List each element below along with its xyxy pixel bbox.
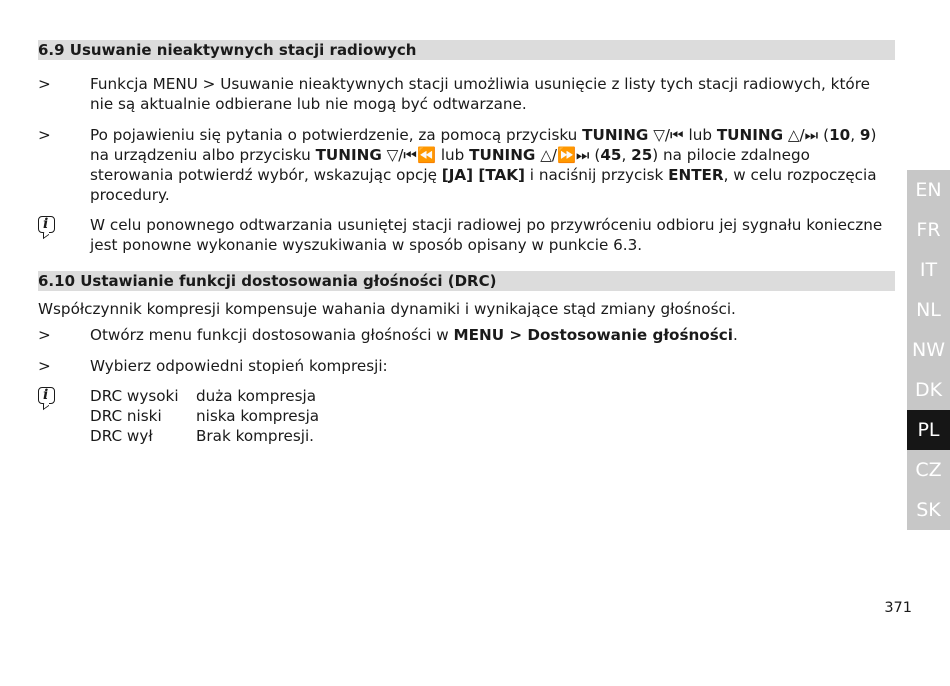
drc-option-desc: Brak kompresji. (196, 427, 315, 445)
lang-tab-dk[interactable]: DK (907, 370, 950, 410)
lang-tab-fr[interactable]: FR (907, 210, 950, 250)
lang-tab-nl[interactable]: NL (907, 290, 950, 330)
section-heading-text: 6.10 Ustawianie funkcji dostosowania głośności (DRC) (38, 272, 497, 290)
section-heading-6-10 (38, 271, 895, 291)
language-tabs (907, 170, 950, 530)
drc-option-desc: niska kompresja (196, 407, 320, 425)
list-item (38, 74, 895, 114)
table-row (90, 386, 319, 406)
drc-option-name: DRC niski (90, 407, 162, 425)
info-icon (38, 387, 55, 404)
info-note-text: W celu ponownego odtwarzania usuniętej stacji radiowej po przywróceniu odbioru jej sygnału konieczne jest ponowne wykonanie wyszukiwania w sposób opisany w punkcie 6.3. (90, 216, 883, 254)
drc-option-name: DRC wysoki (90, 387, 179, 405)
table-row (90, 406, 319, 426)
intro-paragraph: Współczynnik kompresji kompensuje wahania dynamiki i wynikające stąd zmiany głośności. (38, 300, 736, 318)
drc-option-name: DRC wył (90, 427, 153, 445)
list-item-text: Wybierz odpowiedni stopień kompresji: (90, 357, 388, 375)
table-row (90, 426, 319, 446)
drc-options-note (38, 386, 895, 446)
bullet-marker: > (38, 357, 51, 375)
section-heading-6-9 (38, 40, 895, 60)
drc-option-desc: duża kompresja (196, 387, 317, 405)
page-number: 371 (884, 600, 912, 616)
list-item (38, 325, 895, 345)
drc-options-table (90, 386, 319, 446)
lang-tab-cz[interactable]: CZ (907, 450, 950, 490)
bullet-marker: > (38, 326, 51, 344)
lang-tab-pl[interactable]: PL (907, 410, 950, 450)
lang-tab-it[interactable]: IT (907, 250, 950, 290)
list-item-text: Po pojawieniu się pytania o potwierdzenie, za pomocą przycisku TUNING ▽/⏮ lub TUNING △/⏭ (10, 9) na urządzeniu albo przycisku TUNING ▽/⏮⏪ lub TUNING △/⏩⏭ (45, 25) na pilocie zdalnego sterowania potwierdź wybór, wskazując opcję [JA] [TAK] i naciśnij przycisk ENTER, w celu rozpoczęcia procedury. (90, 126, 877, 204)
bullet-marker: > (38, 75, 51, 93)
bullet-marker: > (38, 126, 51, 144)
lang-tab-en[interactable]: EN (907, 170, 950, 210)
lang-tab-sk[interactable]: SK (907, 490, 950, 530)
list-item-text: Funkcja MENU > Usuwanie nieaktywnych stacji umożliwia usunięcie z listy tych stacji radiowych, które nie są aktualnie odbierane lub nie mogą być odtwarzane. (90, 75, 870, 113)
section-heading-text: 6.9 Usuwanie nieaktywnych stacji radiowych (38, 41, 417, 59)
lang-tab-nw[interactable]: NW (907, 330, 950, 370)
info-note (38, 215, 895, 255)
list-item (38, 356, 895, 376)
list-item-text: Otwórz menu funkcji dostosowania głośności w MENU > Dostosowanie głośności. (90, 326, 738, 344)
list-item (38, 125, 895, 205)
info-icon (38, 216, 55, 233)
